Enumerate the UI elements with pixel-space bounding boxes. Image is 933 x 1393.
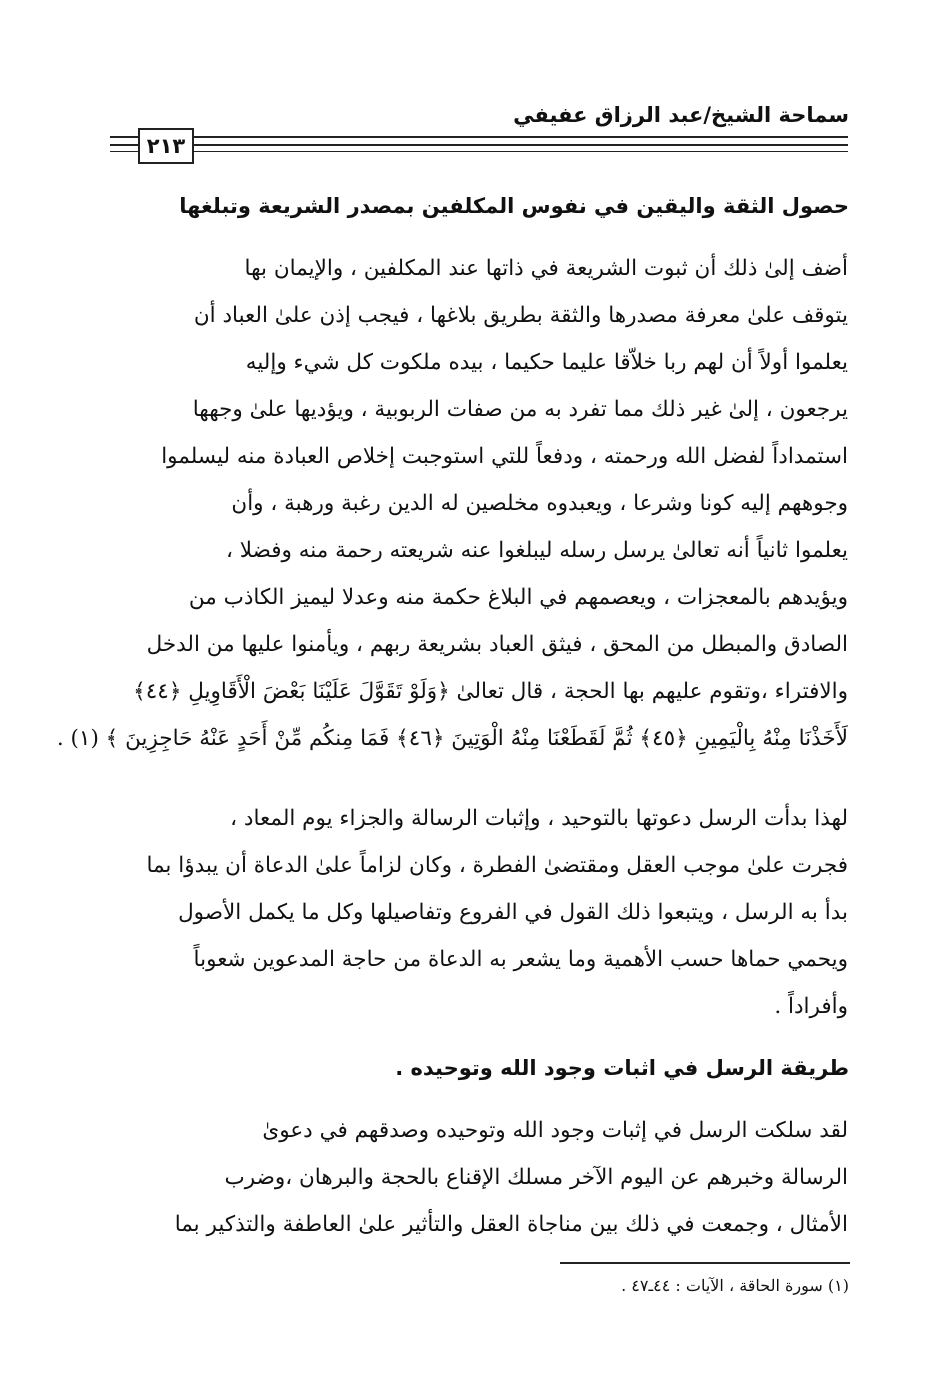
header-rule bbox=[110, 151, 848, 152]
paragraph bbox=[108, 795, 848, 1030]
text-line: بدأ به الرسل ، ويتبعوا ذلك القول في الفروع وتفاصيلها وكل ما يكمل الأصول bbox=[178, 900, 848, 925]
quran-verse-line: لَأَخَذْنَا مِنْهُ بِالْيَمِينِ ﴿٤٥﴾ ثُمَّ لَقَطَعْنَا مِنْهُ الْوَتِينَ ﴿٤٦﴾ فَمَا مِنكُم مِّنْ أَحَدٍ عَنْهُ حَاجِزِينَ ﴾ (١) . bbox=[56, 726, 848, 751]
text-line: استمداداً لفضل الله ورحمته ، ودفعاً للتي استوجبت إخلاص العبادة منه ليسلموا bbox=[161, 444, 848, 469]
section-heading: طريقة الرسل في اثبات وجود الله وتوحيده . bbox=[395, 1056, 849, 1080]
footnote: (١) سورة الحاقة ، الآيات : ٤٤ـ٤٧ . bbox=[621, 1276, 849, 1295]
paragraph bbox=[56, 245, 848, 762]
text-line: لهذا بدأت الرسل دعوتها بالتوحيد ، وإثبات الرسالة والجزاء يوم المعاد ، bbox=[230, 806, 848, 831]
text-line: يعلموا أولاً أن لهم ربا خلاّقا عليما حكيما ، بيده ملكوت كل شيء وإليه bbox=[245, 350, 848, 375]
text-line: يعلموا ثانياً أنه تعالىٰ يرسل رسله ليبلغوا عنه شريعته رحمة منه وفضلا ، bbox=[225, 538, 848, 563]
header-rule bbox=[110, 136, 848, 138]
quran-verse-line: والافتراء ،وتقوم عليهم بها الحجة ، قال تعالىٰ ﴿وَلَوْ تَقَوَّلَ عَلَيْنَا بَعْضَ الْأَقَاوِيلِ ﴿٤٤﴾ bbox=[133, 679, 848, 704]
text-line: وجوههم إليه كونا وشرعا ، ويعبدوه مخلصين له الدين رغبة ورهبة ، وأن bbox=[231, 491, 848, 516]
text-line: يتوقف علىٰ معرفة مصدرها والثقة بطريق بلاغها ، فيجب إذن علىٰ العباد أن bbox=[193, 303, 848, 328]
text-line: لقد سلكت الرسل في إثبات وجود الله وتوحيده وصدقهم في دعوىٰ bbox=[262, 1118, 848, 1143]
text-line: الصادق والمبطل من المحق ، فيثق العباد بشريعة ربهم ، ويأمنوا عليها من الدخل bbox=[146, 632, 848, 657]
text-line: الأمثال ، وجمعت في ذلك بين مناجاة العقل والتأثير علىٰ العاطفة والتذكير بما bbox=[174, 1212, 848, 1237]
header-rule bbox=[110, 144, 848, 146]
page-number bbox=[138, 128, 194, 164]
text-line: وأفراداً . bbox=[774, 994, 848, 1019]
text-line: الرسالة وخبرهم عن اليوم الآخر مسلك الإقناع بالحجة والبرهان ،وضرب bbox=[224, 1165, 848, 1190]
paragraph bbox=[108, 1107, 848, 1248]
text-line: يرجعون ، إلىٰ غير ذلك مما تفرد به من صفات الربوبية ، ويؤديها علىٰ وجهها bbox=[192, 397, 848, 422]
text-line: أضف إلىٰ ذلك أن ثبوت الشريعة في ذاتها عند المكلفين ، والإيمان بها bbox=[244, 256, 848, 281]
section-heading: حصول الثقة واليقين في نفوس المكلفين بمصدر الشريعة وتبلغها bbox=[179, 194, 849, 218]
running-header: سماحة الشيخ/عبد الرزاق عفيفي bbox=[513, 103, 849, 127]
text-line: فجرت علىٰ موجب العقل ومقتضىٰ الفطرة ، وكان لزاماً علىٰ الدعاة أن يبدؤا بما bbox=[146, 853, 848, 878]
footnote-rule bbox=[560, 1262, 850, 1264]
text-line: ويحمي حماها حسب الأهمية وما يشعر به الدعاة من حاجة المدعوين شعوباً bbox=[193, 947, 848, 972]
text-line: ويؤيدهم بالمعجزات ، ويعصمهم في البلاغ حكمة منه وعدلا ليميز الكاذب من bbox=[188, 585, 848, 610]
page-number-text: ٢١٣ bbox=[146, 134, 186, 158]
